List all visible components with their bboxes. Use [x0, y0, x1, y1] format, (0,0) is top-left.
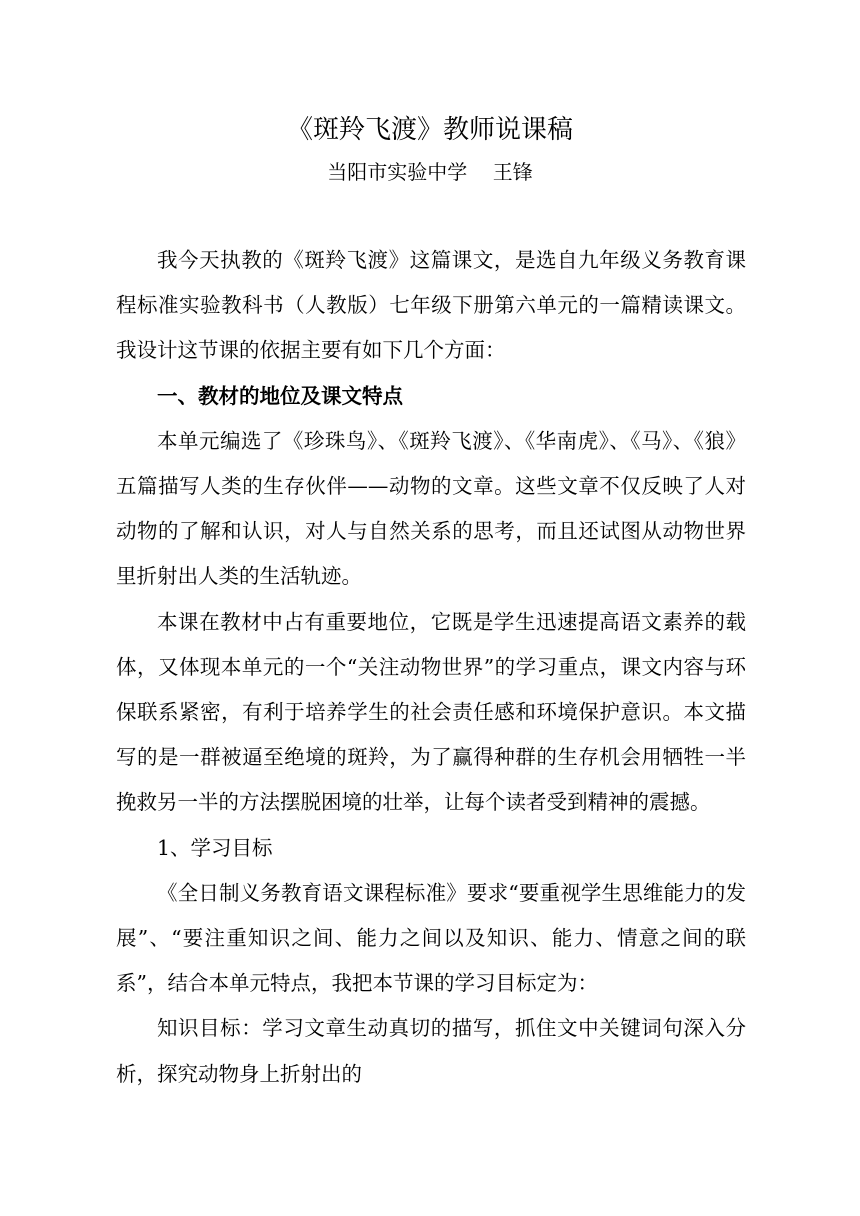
- paragraph-standard: 《全日制义务教育语文课程标准》要求“要重视学生思维能力的发展”、“要注重知识之间、能力之间以及知识、能力、情意之间的联系”，结合本单元特点，我把本节课的学习目标定为：: [116, 880, 746, 996]
- paragraph-intro: 我今天执教的《斑羚飞渡》这篇课文，是选自九年级义务教育课程标准实验教科书（人教版）七年级下册第六单元的一篇精读课文。我设计这节课的依据主要有如下几个方面：: [116, 248, 746, 363]
- paragraph-unit: 本单元编选了《珍珠鸟》、《斑羚飞渡》、《华南虎》、《马》、《狼》五篇描写人类的生存伙伴——动物的文章。这些文章不仅反映了人对动物的了解和认识，对人与自然关系的思考，而且还试图从动物世界里折射出人类的生活轨迹。: [116, 428, 746, 589]
- document-title: 《斑羚飞渡》教师说课稿: [286, 115, 573, 145]
- paragraph-importance: 本课在教材中占有重要地位，它既是学生迅速提高语文素养的载体，又体现本单元的一个“关注动物世界”的学习重点，课文内容与环保联系紧密，有利于培养学生的社会责任感和环境保护意识。本文描写的是一群被逼至绝境的斑羚，为了赢得种群的生存机会用牺牲一半挽救另一半的方法摆脱困境的壮举，让每个读者受到精神的震撼。: [116, 609, 746, 815]
- document-body: [116, 238, 746, 1097]
- subsection-heading: 1、学习目标: [157, 835, 273, 860]
- author-line: 当阳市实验中学 王锋: [327, 160, 533, 184]
- paragraph-knowledge-goal: 知识目标：学习文章生动真切的描写，抓住文中关键词句深入分析，探究动物身上折射出的: [116, 1016, 746, 1086]
- section-heading: 一、教材的地位及课文特点: [157, 383, 403, 408]
